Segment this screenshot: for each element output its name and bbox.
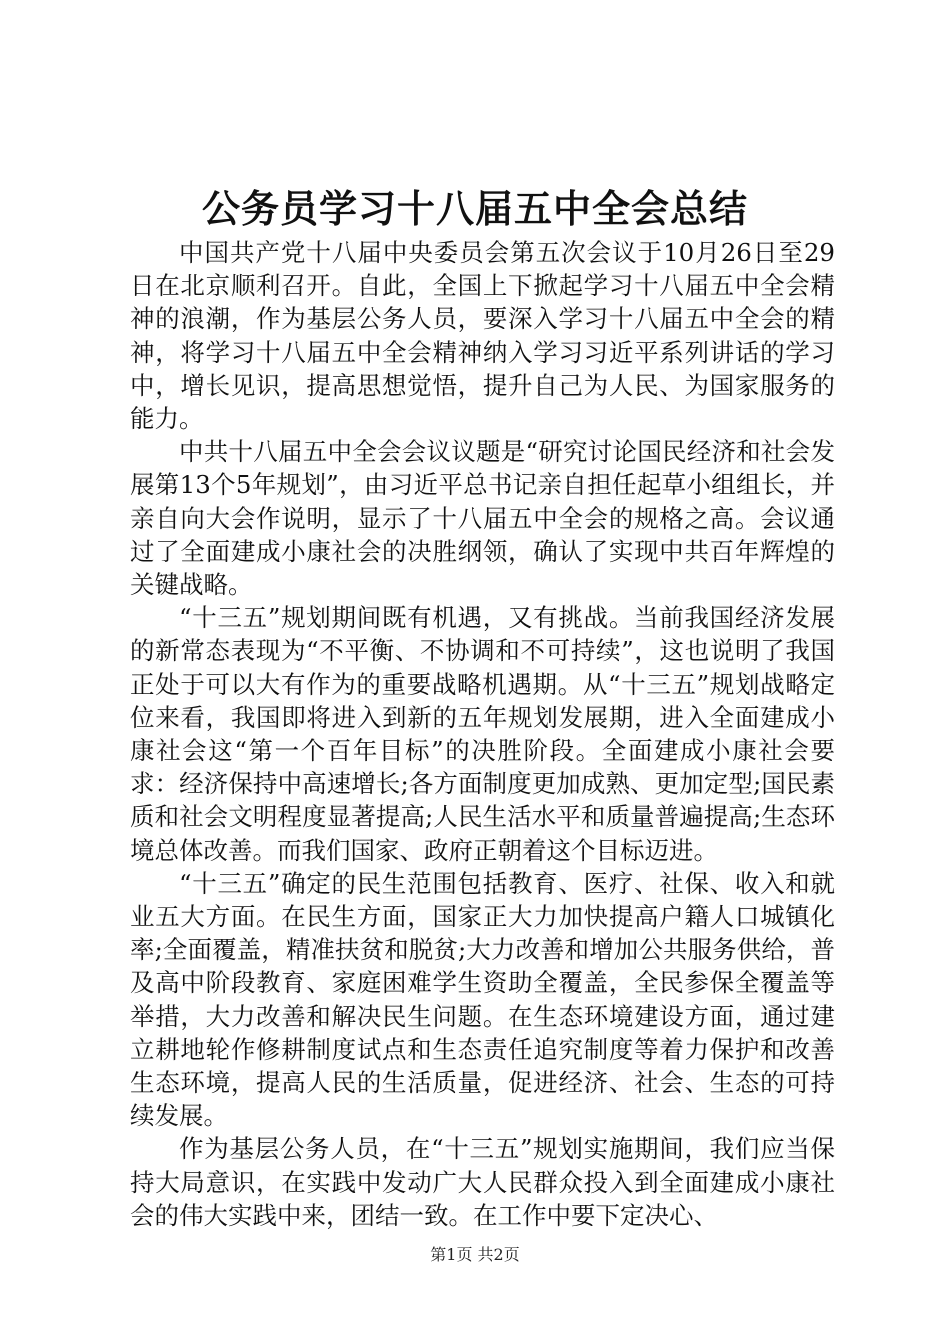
document-title: 公务员学习十八届五中全会总结: [201, 186, 748, 231]
paragraph-1: 中国共产党十八届中央委员会第五次会议于10月26日至29日在北京顺利召开。自此，全国上下掀起学习十八届五中全会精神的浪潮，作为基层公务人员，要深入学习十八届五中全会的精神，将学习十八届五中全会精神纳入学习习近平系列讲话的学习中，增长见识，提高思想觉悟，提升自己为人民、为国家服务的能力。: [130, 238, 835, 434]
document-body: [130, 236, 835, 1232]
paragraph-2: 中共十八届五中全会会议议题是“研究讨论国民经济和社会发展第13个5年规划”，由习近平总书记亲自担任起草小组组长，并亲自向大会作说明，显示了十八届五中全会的规格之高。会议通过了全面建成小康社会的决胜纲领，确认了实现中共百年辉煌的关键战略。: [130, 437, 835, 600]
page-number-footer: 第1页 共2页: [430, 1245, 520, 1264]
paragraph-3: “十三五”规划期间既有机遇，又有挑战。当前我国经济发展的新常态表现为“不平衡、不协调和不可持续”，这也说明了我国正处于可以大有作为的重要战略机遇期。从“十三五”规划战略定位来看，我国即将进入到新的五年规划发展期，进入全面建成小康社会这“第一个百年目标”的决胜阶段。全面建成小康社会要求：经济保持中高速增长;各方面制度更加成熟、更加定型;国民素质和社会文明程度显著提高;人民生活水平和质量普遍提高;生态环境总体改善。而我们国家、政府正朝着这个目标迈进。: [130, 603, 835, 865]
paragraph-4: “十三五”确定的民生范围包括教育、医疗、社保、收入和就业五大方面。在民生方面，国家正大力加快提高户籍人口城镇化率;全面覆盖，精准扶贫和脱贫;大力改善和增加公共服务供给，普及高中阶段教育、家庭困难学生资助全覆盖，全民参保全覆盖等举措，大力改善和解决民生问题。在生态环境建设方面，通过建立耕地轮作修耕制度试点和生态责任追究制度等着力保护和改善生态环境，提高人民的生活质量，促进经济、社会、生态的可持续发展。: [130, 868, 835, 1131]
paragraph-5: 作为基层公务人员，在“十三五”规划实施期间，我们应当保持大局意识，在实践中发动广大人民群众投入到全面建成小康社会的伟大实践中来，团结一致。在工作中要下定决心、: [130, 1134, 835, 1230]
